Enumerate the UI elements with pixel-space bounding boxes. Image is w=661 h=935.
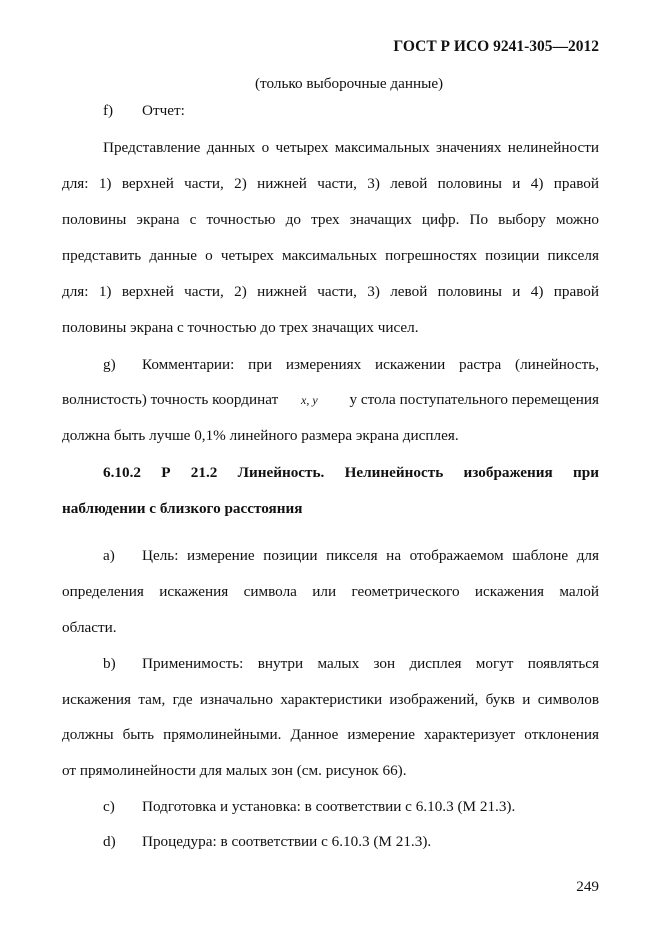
item-a-label: a) xyxy=(103,547,115,564)
item-b-line-3: должны быть прямолинейными. Данное измерение характеризует отклонения xyxy=(62,726,599,743)
section-heading-line-1: 6.10.2 Р 21.2 Линейность. Нелинейность изображения при xyxy=(103,464,599,481)
document-header: ГОСТ Р ИСО 9241-305—2012 xyxy=(393,38,599,55)
report-line-4: представить данные о четырех максимальных погрешностях позиции пикселя xyxy=(62,247,599,264)
item-f-text: Отчет: xyxy=(142,102,185,119)
item-g-line-2a: волнистость) точность координат xyxy=(62,391,279,408)
item-a-line-2: определения искажения символа или геометрического искажения малой xyxy=(62,583,599,600)
item-g-line-3: должна быть лучше 0,1% линейного размера экрана дисплея. xyxy=(62,427,459,444)
coordinate-math: x, y xyxy=(301,393,318,407)
intro-note: (только выборочные данные) xyxy=(255,75,444,92)
item-b-line-4: от прямолинейности для малых зон (см. рисунок 66). xyxy=(62,762,407,779)
item-d-text: Процедура: в соответствии с 6.10.3 (М 21.3). xyxy=(142,833,432,850)
report-line-2: для: 1) верхней части, 2) нижней части, 3) левой половины и 4) правой xyxy=(62,175,599,192)
section-heading-line-2: наблюдении с близкого расстояния xyxy=(62,500,303,517)
item-g-line-1: Комментарии: при измерениях искажении растра (линейность, xyxy=(142,356,599,373)
item-b-label: b) xyxy=(103,655,116,672)
report-line-6: половины экрана с точностью до трех значащих чисел. xyxy=(62,319,419,336)
item-c-label: c) xyxy=(103,798,115,815)
report-line-3: половины экрана с точностью до трех значащих цифр. По выбору можно xyxy=(62,211,599,228)
report-line-1: Представление данных о четырех максимальных значениях нелинейности xyxy=(103,139,599,156)
page-number: 249 xyxy=(576,878,599,895)
item-a-line-1: Цель: измерение позиции пикселя на отображаемом шаблоне для xyxy=(142,547,599,564)
item-f-label: f) xyxy=(103,102,114,119)
item-g-line-2b: у стола поступательного перемещения xyxy=(349,391,599,408)
report-line-5: для: 1) верхней части, 2) нижней части, 3) левой половины и 4) правой xyxy=(62,283,599,300)
item-b-line-1: Применимость: внутри малых зон дисплея могут появляться xyxy=(142,655,599,672)
item-d-label: d) xyxy=(103,833,116,850)
item-a-line-3: области. xyxy=(62,619,117,636)
item-c-text: Подготовка и установка: в соответствии с 6.10.3 (М 21.3). xyxy=(142,798,516,815)
item-b-line-2: искажения там, где изначально характеристики изображений, букв и символов xyxy=(62,691,599,708)
item-g-label: g) xyxy=(103,356,116,373)
